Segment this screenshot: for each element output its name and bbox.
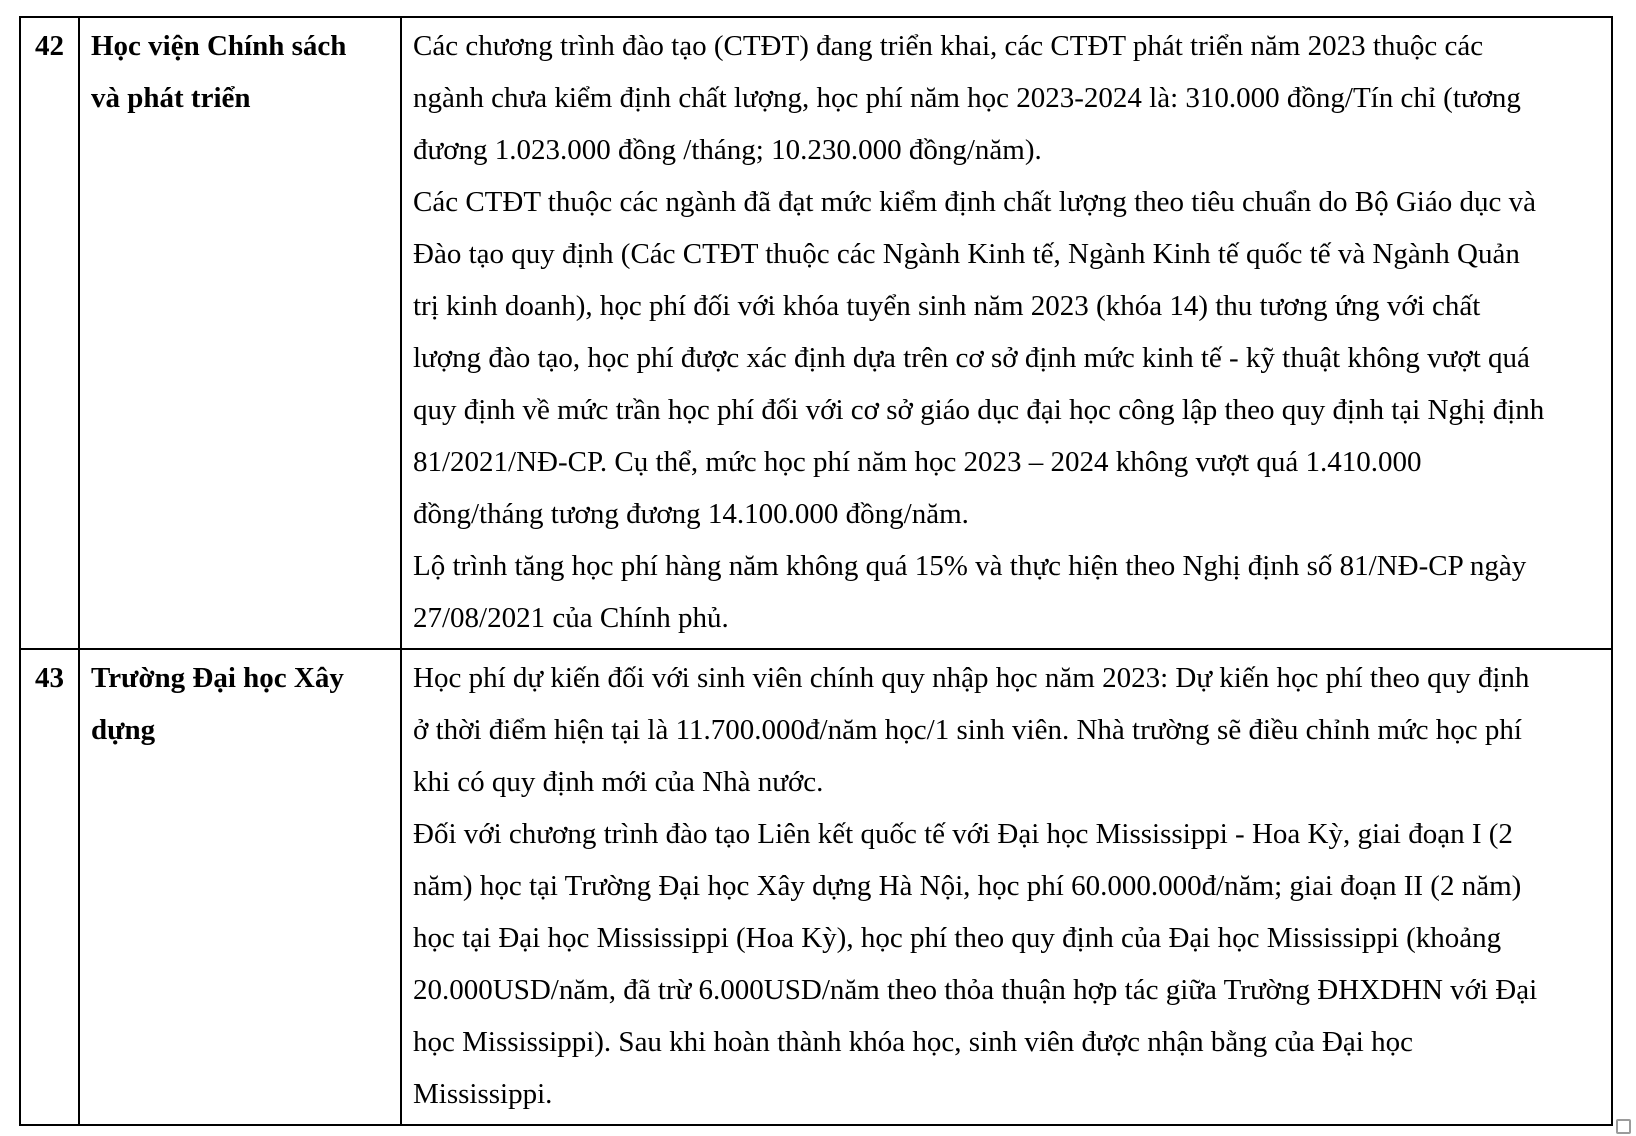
description-line: năm) học tại Trường Đại học Xây dựng Hà Nội, học phí 60.000.000đ/năm; giai đoạn II (2 năm) (413, 870, 1522, 902)
description-line: học tại Đại học Mississippi (Hoa Kỳ), học phí theo quy định của Đại học Mississippi (khoảng (413, 922, 1502, 954)
description-line: Các CTĐT thuộc các ngành đã đạt mức kiểm định chất lượng theo tiêu chuẩn do Bộ Giáo dục và (413, 186, 1536, 218)
description-line: Mississippi. (413, 1078, 553, 1110)
description-line: ngành chưa kiểm định chất lượng, học phí năm học 2023-2024 là: 310.000 đồng/Tín chỉ (tương (413, 82, 1521, 114)
description-line: học Mississippi). Sau khi hoàn thành khóa học, sinh viên được nhận bằng của Đại học (413, 1026, 1413, 1058)
description-line: Lộ trình tăng học phí hàng năm không quá 15% và thực hiện theo Nghị định số 81/NĐ-CP ngày (413, 550, 1527, 582)
institution-name-line: Trường Đại học Xây (91, 662, 344, 694)
description-line: 81/2021/NĐ-CP. Cụ thể, mức học phí năm học 2023 – 2024 không vượt quá 1.410.000 (413, 446, 1422, 478)
description-line: đương 1.023.000 đồng /tháng; 10.230.000 đồng/năm). (413, 134, 1042, 166)
description-line: Đào tạo quy định (Các CTĐT thuộc các Ngành Kinh tế, Ngành Kinh tế quốc tế và Ngành Quản (413, 238, 1520, 270)
row-number: 42 (35, 30, 64, 62)
table-body (20, 17, 1612, 1125)
table-row (20, 17, 1612, 649)
resize-handle[interactable] (1616, 1119, 1631, 1134)
institution-name-line: và phát triển (91, 82, 251, 114)
description-line: Học phí dự kiến đối với sinh viên chính quy nhập học năm 2023: Dự kiến học phí theo quy định (413, 662, 1530, 694)
description-cell (401, 649, 1612, 1125)
description-line: 20.000USD/năm, đã trừ 6.000USD/năm theo thỏa thuận hợp tác giữa Trường ĐHXDHN với Đại (413, 974, 1538, 1006)
institution-name-line: dựng (91, 714, 156, 746)
description-line: ở thời điểm hiện tại là 11.700.000đ/năm học/1 sinh viên. Nhà trường sẽ điều chỉnh mức học phí (413, 714, 1522, 746)
description-line: đồng/tháng tương đương 14.100.000 đồng/năm. (413, 498, 969, 530)
description-line: Đối với chương trình đào tạo Liên kết quốc tế với Đại học Mississippi - Hoa Kỳ, giai đoạn I (2 (413, 818, 1513, 850)
description-line: 27/08/2021 của Chính phủ. (413, 602, 729, 634)
description-cell (401, 17, 1612, 649)
institution-name-cell (79, 649, 401, 1125)
description-line: khi có quy định mới của Nhà nước. (413, 766, 824, 798)
description-line: lượng đào tạo, học phí được xác định dựa trên cơ sở định mức kinh tế - kỹ thuật không vượt quá (413, 342, 1530, 374)
row-number-cell (20, 17, 79, 649)
row-number-cell (20, 649, 79, 1125)
tuition-table (19, 16, 1613, 1126)
description-line: trị kinh doanh), học phí đối với khóa tuyển sinh năm 2023 (khóa 14) thu tương ứng với chất (413, 290, 1481, 322)
institution-name-line: Học viện Chính sách (91, 30, 347, 62)
description-line: quy định về mức trần học phí đối với cơ sở giáo dục đại học công lập theo quy định tại Nghị định (413, 394, 1545, 426)
table-row (20, 649, 1612, 1125)
institution-name-cell (79, 17, 401, 649)
description-line: Các chương trình đào tạo (CTĐT) đang triển khai, các CTĐT phát triển năm 2023 thuộc các (413, 30, 1484, 62)
row-number: 43 (35, 662, 64, 694)
